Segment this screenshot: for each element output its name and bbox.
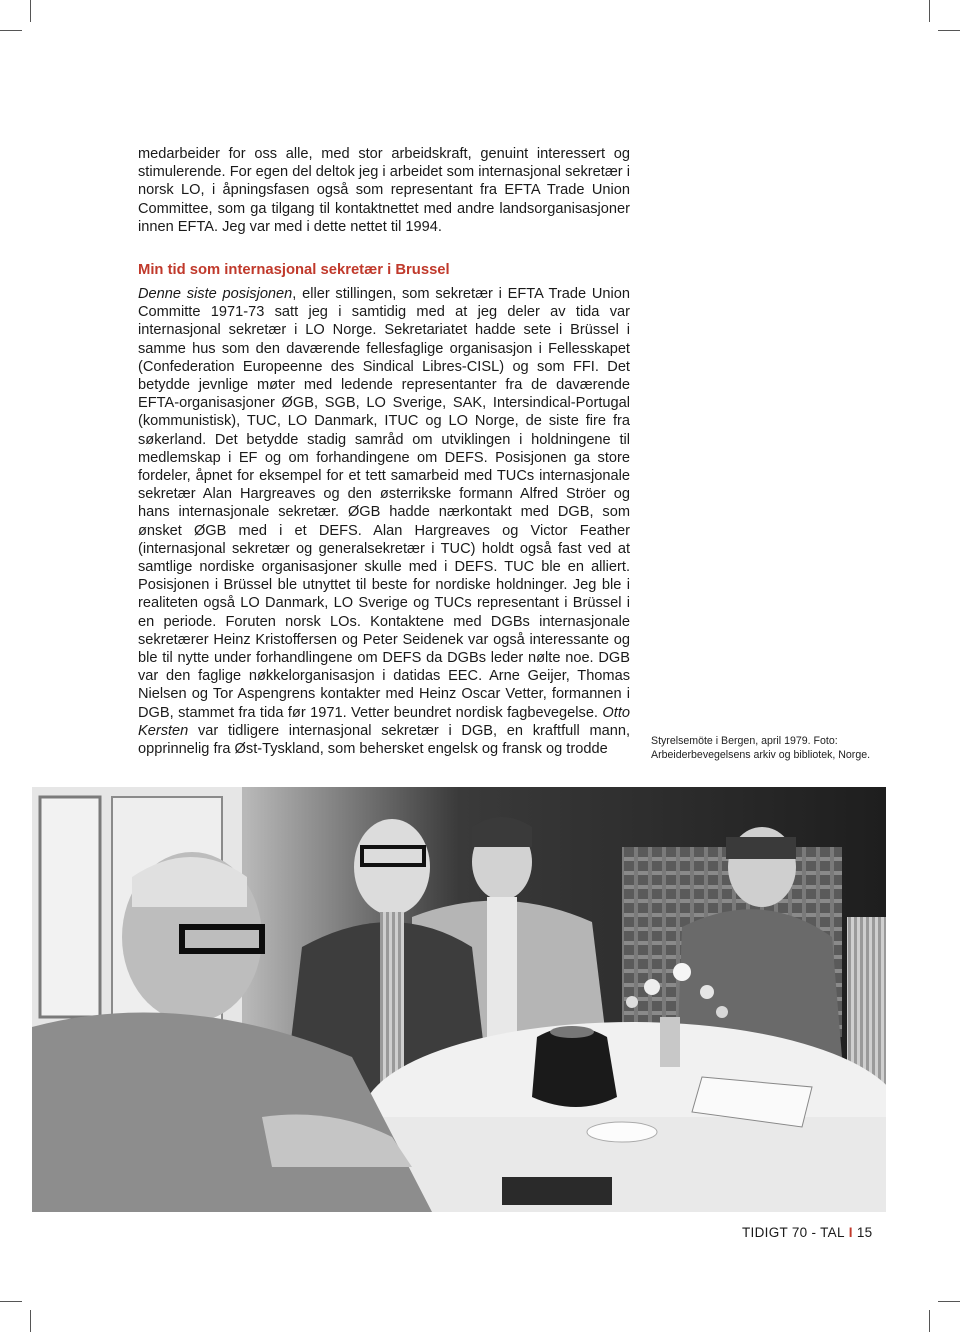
meeting-photo-illustration [32, 787, 886, 1212]
publication-name: TIDIGT 70 - TAL [742, 1225, 845, 1240]
article-column [138, 145, 630, 758]
crop-mark [929, 1310, 930, 1332]
paragraph-body: , eller stillingen, som sekretær i EFTA Trade Union Committe 1971-73 satt jeg i samtidig med at jeg deler av tida var internasjonal sekretær i LO Norge. Sekretariatet hadde sete i Brüssel i samme hus som den daværende fellesfaglige organisasjon i Fellesskapet (Confederation Europeenne des Sindical Libres-CISL) og som FFI. Det betydde jevnlige møter med ledende representanter fra de daværende EFTA-organisasjoner ØGB, SGB, LO Sverige, SAK, Intersindical-Portugal (kommunistisk), TUC, LO Danmark, ITUC og LO Norge, de siste fire fra søkerland. Det betydde stadig samråd om utviklingen i holdningene til medlemskap i EF og om forhandingene om DEFS. Posisjonen ga store fordeler, åpnet for eksempel for et tett samarbeid med TUCs internasjonale sekretær Alan Hargreaves og den østerrikske formann Alfred Ströer og hans internasjonale sekretær. ØGB hadde nærkontakt med DGB, som ønsket ØGB med i et DEFS. Alan Hargreaves og Victor Feather (internasjonal sekretær og generalsekretær i TUC) holdt også fast ved at samtlige nordiske organisasjoner skulle med i DEFS. TUC ble en alliert. Posisjonen i Brüssel ble utnyttet til beste for nordiske holdninger. Jeg ble i realiteten også LO Danmark, LO Sverige og TUCs representant i Brüssel i en periode. Foruten norsk LOs. Kontaktene med DGBs internasjonale sekretærer Heinz Kristoffersen og Peter Seidenek var også interessante og ble til nytte under forhandlingene om DEFS da DGBs leder nølte noe. DGB var den faglige nøkkelorganisasjon i datidas EEC. Arne Geijer, Thomas Nielsen og Tor Aspengrens kontakter med Heinz Oscar Vetter, formannen i DGB, stammet fra tida før 1971. Vetter beundret nordisk fagbevegelse. [138, 286, 631, 721]
crop-mark [929, 0, 930, 22]
crop-mark [0, 1301, 22, 1302]
crop-mark [30, 0, 31, 22]
meeting-photo [32, 787, 886, 1212]
paragraph-main [138, 285, 630, 758]
crop-mark [938, 30, 960, 31]
crop-mark [30, 1310, 31, 1332]
page-number: 15 [856, 1225, 873, 1240]
crop-mark [938, 1301, 960, 1302]
photo-caption: Styrelsemöte i Bergen, april 1979. Foto: Arbeiderbevegelsens arkiv og bibliotek, Norge. [651, 735, 871, 761]
section-heading: Min tid som internasjonal sekretær i Brussel [138, 262, 450, 279]
italic-lead: Denne siste posisjonen [138, 286, 293, 303]
page-footer [742, 1225, 872, 1240]
paragraph-body-end: var tidligere internasjonal sekretær i DGB, en kraftfull mann, opprinnelig fra Øst-Tyskland, som behersket engelsk og fransk og trodde [138, 722, 630, 758]
crop-mark [0, 30, 22, 31]
paragraph-intro: medarbeider for oss alle, med stor arbeidskraft, genuint interessert og stimulerende. For egen del deltok jeg i arbeidet som internasjonal sekretær i norsk LO, i åpningsfasen også som representant fra EFTA Trade Union Committee, som ga tilgang til kontaktnettet med andre landsorganisasjoner innen EFTA. Jeg var med i dette nettet til 1994. [138, 146, 630, 235]
italic-name: Otto Kersten [138, 704, 630, 739]
footer-separator: I [848, 1225, 853, 1240]
